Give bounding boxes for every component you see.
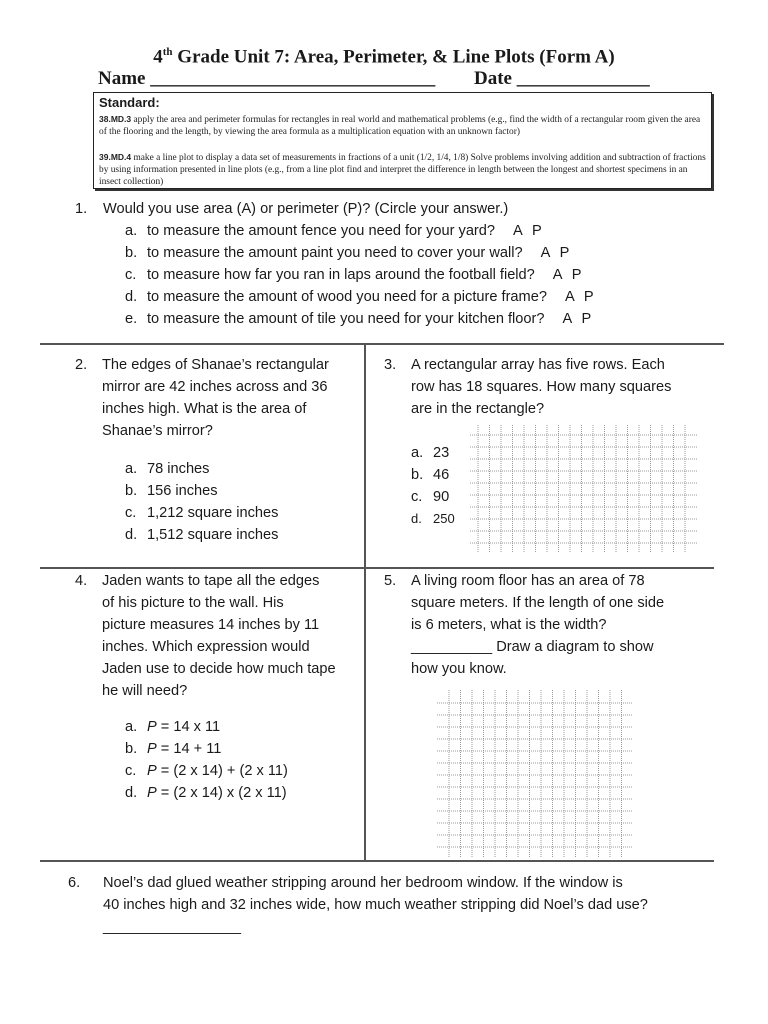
answer-options[interactable]: A P: [513, 223, 542, 239]
name-label: Name: [98, 68, 146, 89]
answer-blank[interactable]: _________________: [103, 919, 241, 935]
choice-d[interactable]: d. 1,512 square inches: [125, 527, 279, 543]
choice-d[interactable]: d. 250: [411, 511, 455, 526]
choice-a[interactable]: a. 78 inches: [125, 461, 210, 477]
choice-b[interactable]: b. P = 14 + 11: [125, 741, 222, 757]
question-number: 6.: [68, 875, 81, 891]
divider-horizontal: [40, 343, 724, 345]
question-number: 3.: [384, 357, 397, 373]
question-4-text: Jaden wants to tape all the edges of his picture to the wall. His picture measures 14 inches by 11 inches. Which expression would Jaden use to decide how much tape he will need?: [102, 573, 336, 699]
standard-code: 38.MD.3: [99, 114, 132, 124]
question-number: 4.: [75, 573, 88, 589]
question-5-text: A living room floor has an area of 78 square meters. If the length of one side is 6 meters, what is the width? __________ Draw a diagram to show how you know.: [411, 573, 665, 677]
choice-a[interactable]: a. 23: [411, 445, 450, 461]
q3-choices: [411, 442, 455, 530]
choice-a[interactable]: a. P = 14 x 11: [125, 719, 221, 735]
divider-vertical: [364, 343, 366, 862]
date-field[interactable]: [474, 68, 650, 90]
standard-item: 39.MD.4 make a line plot to display a data set of measurements in fractions of a unit (1/2, 1/4, 1/8) Solve problems involving addition and subtraction of fractions by using information presented in line plots (e.g., from a line plot find and interpret the difference in length between the longest and shortest specimens in an insect collection): [99, 152, 706, 187]
answer-options[interactable]: A P: [540, 245, 570, 261]
q2-choices: [125, 458, 278, 546]
q1-item: c. to measure how far you ran in laps around the football field? A P: [125, 267, 582, 283]
question-number: 2.: [75, 357, 88, 373]
divider-horizontal: [40, 567, 714, 569]
choice-c[interactable]: c. 1,212 square inches: [125, 505, 279, 521]
q1-item: a. to measure the amount fence you need for your yard? A P: [125, 223, 542, 239]
standard-item: 38.MD.3 apply the area and perimeter formulas for rectangles in real world and mathematical problems (e.g., find the width of a rectangular room given the area of the flooring and the length, by viewing the area formula as a multiplication equation with an unknown factor): [99, 114, 701, 137]
divider-horizontal: [40, 860, 714, 862]
q1-item: d. to measure the amount of wood you need for a picture frame? A P: [125, 289, 594, 305]
name-blank[interactable]: ______________________________: [150, 68, 436, 89]
choice-c[interactable]: c. P = (2 x 14) + (2 x 11): [125, 763, 288, 779]
choice-b[interactable]: b. 156 inches: [125, 483, 218, 499]
choice-b[interactable]: b. 46: [411, 467, 450, 483]
q1-item: e. to measure the amount of tile you need for your kitchen floor? A P: [125, 311, 592, 327]
q5-graph-grid[interactable]: [437, 690, 633, 858]
question-2-text: The edges of Shanae’s rectangular mirror are 42 inches across and 36 inches high. What is the area of Shanae’s mirror?: [102, 357, 329, 439]
q4-choices: [125, 716, 288, 804]
answer-options[interactable]: A P: [562, 311, 592, 327]
answer-options[interactable]: A P: [564, 289, 594, 305]
choice-d[interactable]: d. P = (2 x 14) x (2 x 11): [125, 785, 287, 801]
question-number: 1.: [75, 201, 88, 217]
question-3-text: A rectangular array has five rows. Each row has 18 squares. How many squares are in the rectangle?: [411, 357, 672, 417]
q3-graph-grid[interactable]: [470, 425, 698, 553]
question-1-text: Would you use area (A) or perimeter (P)? (Circle your answer.): [103, 201, 509, 217]
question-1: [75, 198, 87, 220]
standard-box: [93, 92, 712, 189]
date-label: Date: [474, 68, 512, 89]
question-number: 5.: [384, 573, 397, 589]
question-6-text: Noel’s dad glued weather stripping around her bedroom window. If the window is 40 inches high and 32 inches wide, how much weather stripping did Noel’s dad use? _________________: [103, 872, 648, 938]
worksheet-title: 4th Grade Unit 7: Area, Perimeter, & Line Plots (Form A): [153, 46, 615, 68]
answer-options[interactable]: A P: [552, 267, 582, 283]
choice-c[interactable]: c. 90: [411, 489, 450, 505]
standard-code: 39.MD.4: [99, 152, 132, 162]
date-blank[interactable]: ______________: [516, 68, 650, 89]
name-field[interactable]: [98, 68, 435, 90]
standard-label: Standard:: [99, 95, 160, 110]
q1-item: b. to measure the amount paint you need to cover your wall? A P: [125, 245, 570, 261]
answer-blank[interactable]: __________: [411, 639, 493, 655]
